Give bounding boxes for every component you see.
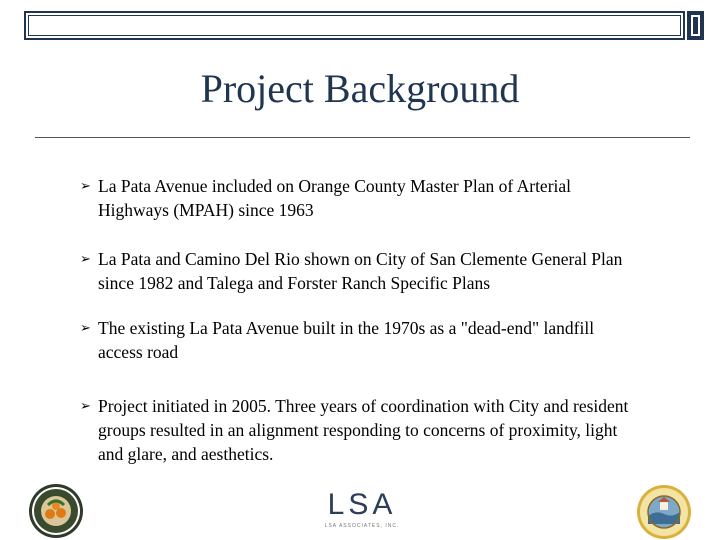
bullet-arrow-icon: ➢ xyxy=(80,178,91,193)
bullet-arrow-icon: ➢ xyxy=(80,398,91,413)
city-of-san-clemente-seal xyxy=(636,484,692,540)
header-decorative-bar xyxy=(24,11,685,40)
slide-title: Project Background xyxy=(200,66,520,111)
county-of-orange-seal xyxy=(28,483,84,539)
bullet-text: Project initiated in 2005. Three years of coordination with City and resident groups resulted in an alignment responding to concerns of proximity, light and glare, and aesthetics. xyxy=(98,396,629,464)
lsa-logo-letters: LSA xyxy=(327,488,397,521)
bullet-text: La Pata and Camino Del Rio shown on City of San Clemente General Plan since 1982 and Talega and Forster Ranch Specific Plans xyxy=(98,249,623,293)
bullet-text: The existing La Pata Avenue built in the 1970s as a "dead-end" landfill access road xyxy=(98,318,595,362)
bullet-arrow-icon: ➢ xyxy=(80,251,91,266)
lsa-logo-subtitle: LSA ASSOCIATES, INC. xyxy=(324,523,400,529)
bullet-text: La Pata Avenue included on Orange County Master Plan of Arterial Highways (MPAH) since 1963 xyxy=(98,176,572,220)
title-divider xyxy=(35,137,690,138)
corner-decorative-box xyxy=(687,11,704,40)
lsa-logo xyxy=(318,488,406,532)
bullet-arrow-icon: ➢ xyxy=(80,320,91,335)
